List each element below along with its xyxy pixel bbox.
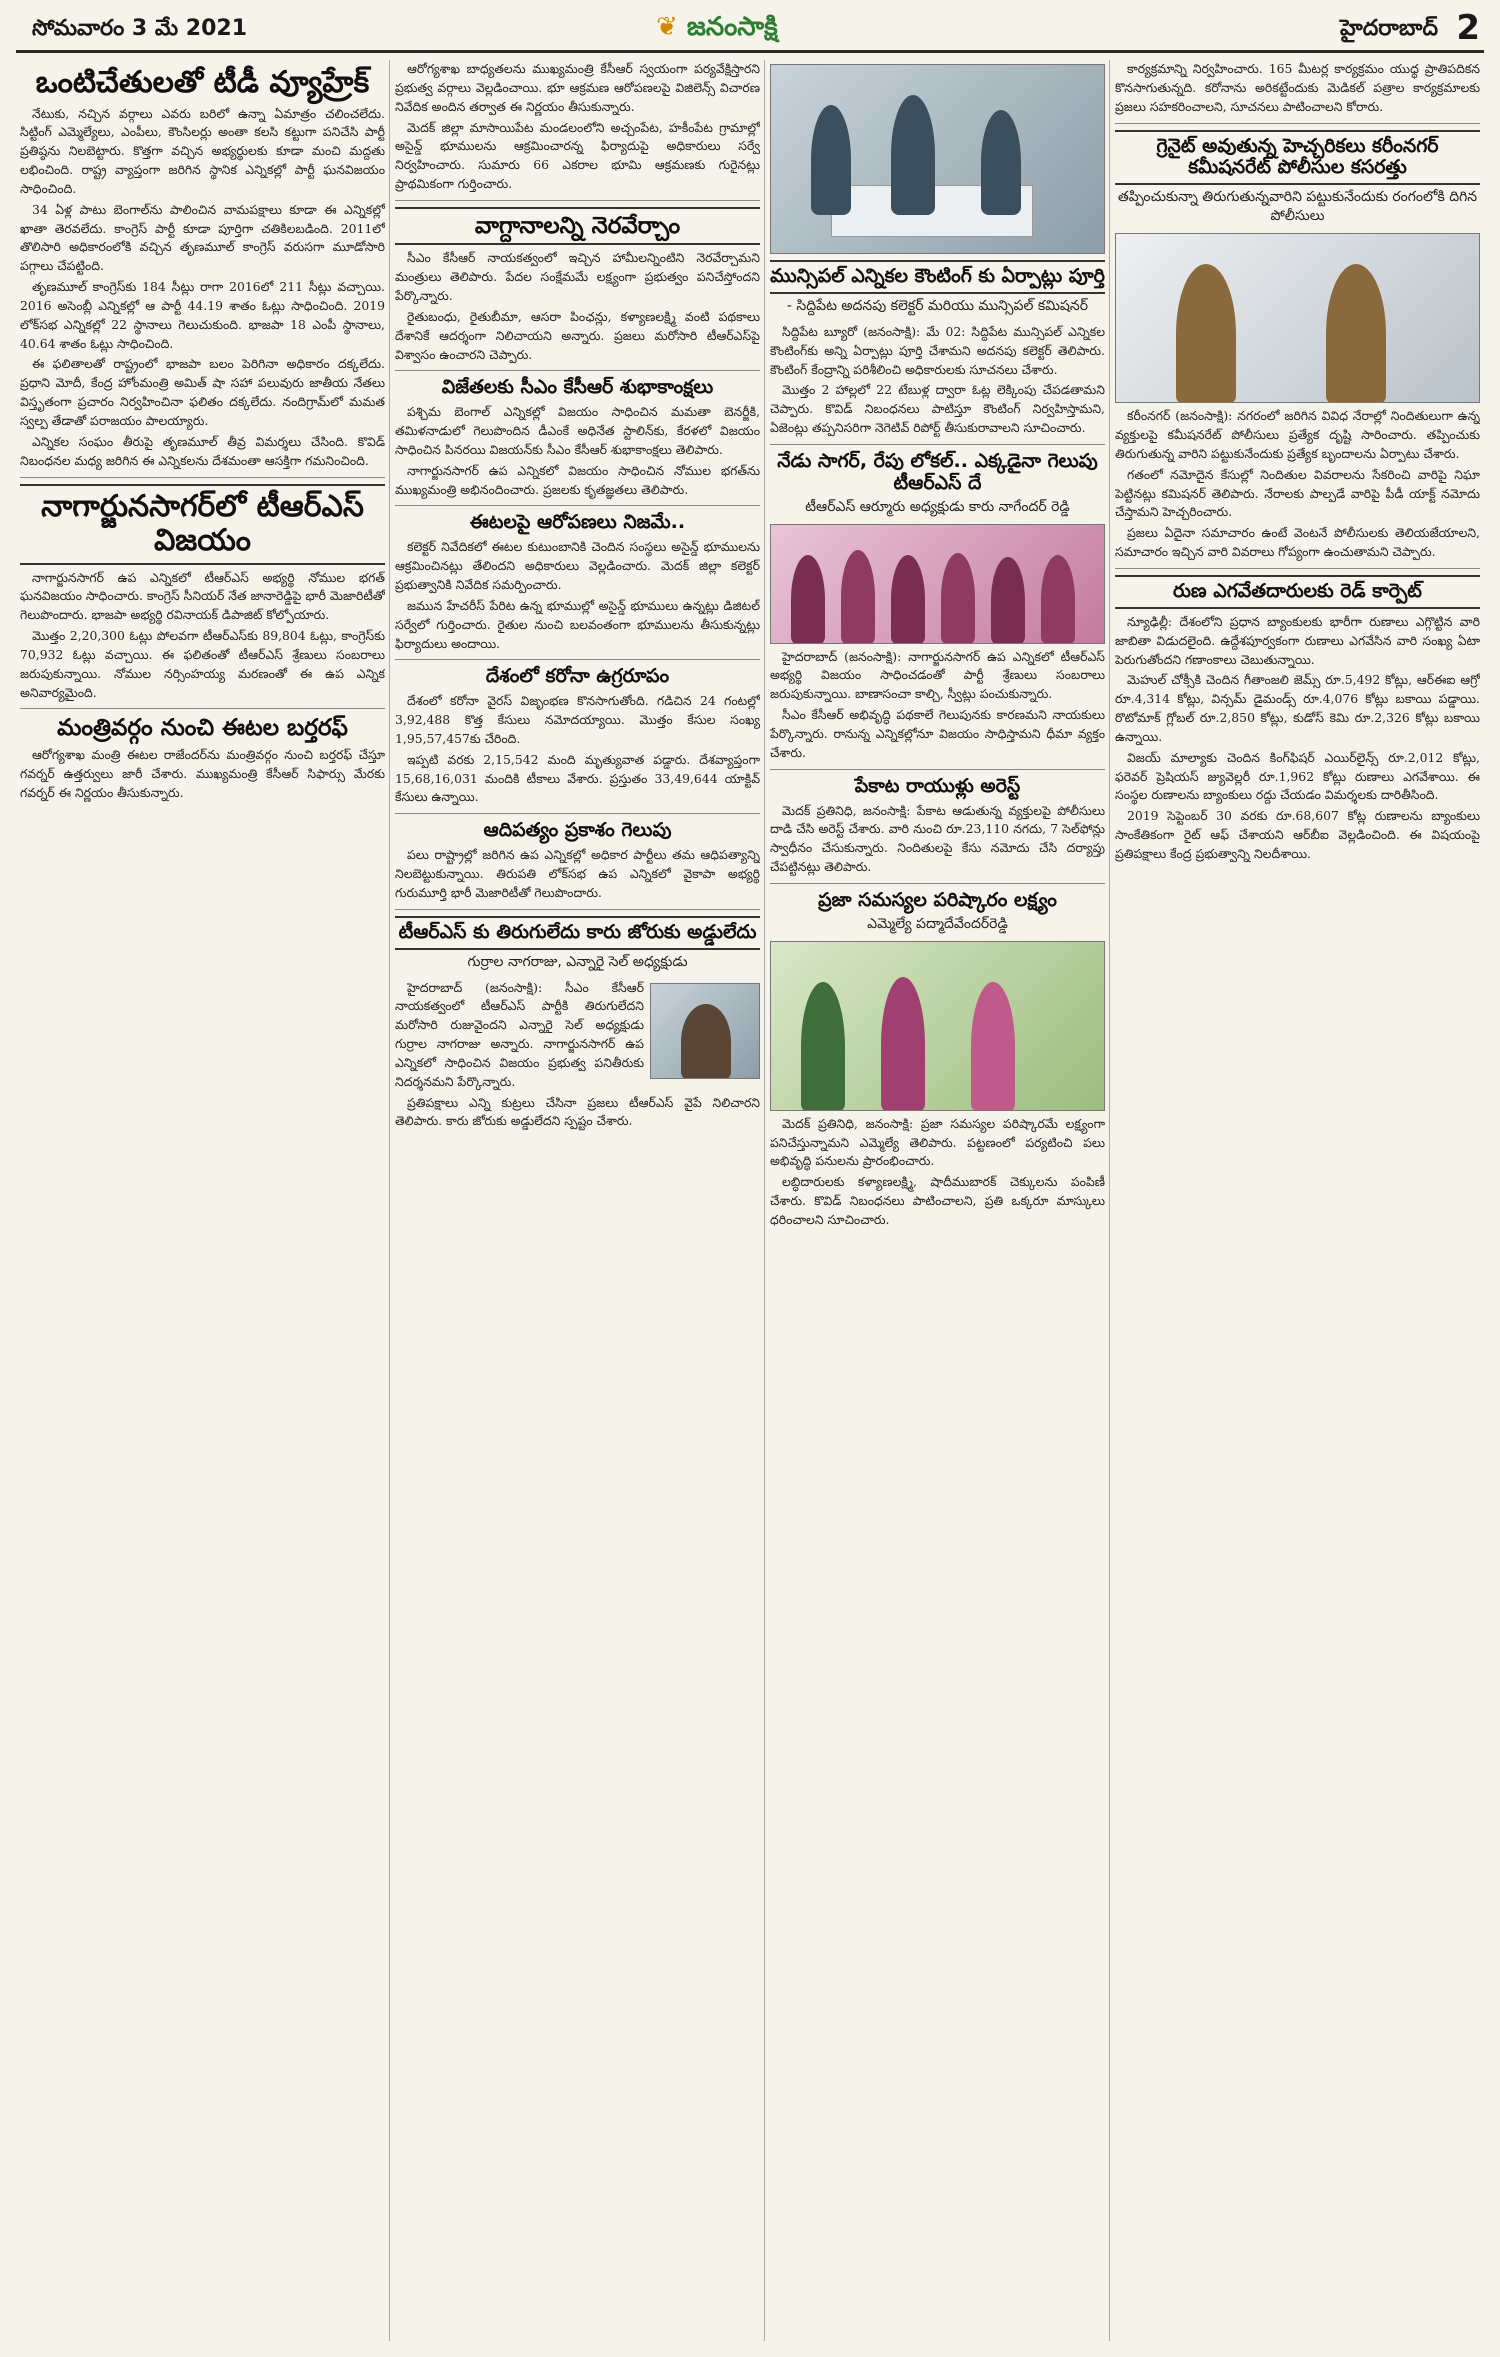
article-title: నేడు సాగర్, రేపు లోకల్.. ఎక్కడైనా గెలుపు టీఆర్‌ఎస్ దే [777,449,1098,494]
person-figure [791,555,825,644]
divider [395,659,760,660]
person-figure [801,982,845,1111]
article-body [770,802,1105,877]
newspaper-logo [656,12,778,48]
article-body [770,1115,1105,1230]
paragraph: తృణమూల్ కాంగ్రెస్‌కు 184 సీట్లు రాగా 2016లో 211 సీట్లు వచ్చాయి. 2016 అసెంబ్లీ ఎన్నికల్లో ఆ పార్టీ 44.19 శాతం ఓట్లు సాధించింది. 2019 లోక్‌సభ ఎన్నికల్లో 22 స్థానాలు గెలుచుకుంది. భాజపా 18 ఎంపీ స్థానాలు, 40.64 శాతం ఓట్లు సాధించింది. [20,279,385,351]
article-title: మంత్రివర్గం నుంచి ఈటల బర్తరఫ్ [57,715,348,742]
divider [395,370,760,371]
paragraph: మొత్తం 2,20,300 ఓట్లు పోలవగా టీఆర్‌ఎస్‌కు 89,804 ఓట్లు, కాంగ్రెస్‌కు 70,932 ఓట్లు వచ్చాయి. ఈ ఫలితంతో టీఆర్‌ఎస్‌ శ్రేణులు సంబరాలు జరుపుకున్నాయి. నోముల నర్సింహయ్య మరణంతో ఈ ఉప ఎన్నిక అనివార్యమైంది. [20,628,385,700]
paragraph: మెదక్ జిల్లా మాసాయిపేట మండలంలోని అచ్చంపేట, హకీంపేట గ్రామాల్లో అసైన్డ్ భూములను ఆక్రమించారన్న ఫిర్యాదుపై అధికారులు సర్వే నిర్వహించారు. సుమారు 66 ఎకరాల భూమి ఆక్రమణకు గురైనట్లు ప్రాథమికంగా గుర్తించారు. [395,119,760,192]
person-figure [811,105,851,215]
divider [1115,123,1480,124]
article-title: మున్సిపల్ ఎన్నికల కౌంటింగ్ కు ఏర్పాట్లు పూర్తి [770,260,1105,294]
person-figure [881,977,925,1111]
paragraph: దేశంలో కరోనా వైరస్ విజృంభణ కొనసాగుతోంది. గడిచిన 24 గంటల్లో 3,92,488 కొత్త కేసులు నమోదయ్యాయి. మొత్తం కేసుల సంఖ్య 1,95,57,457కు చేరింది. [395,693,760,746]
person-figure [891,95,935,215]
divider [20,708,385,709]
paragraph: నాగార్జునసాగర్ ఉప ఎన్నికలో విజయం సాధించిన నోముల భగత్‌ను ముఖ్యమంత్రి అభినందించారు. ప్రజలకు కృతజ్ఞతలు తెలిపారు. [395,462,760,497]
divider [770,444,1105,445]
paragraph: 34 ఏళ్ల పాటు బెంగాల్‌ను పాలించిన వామపక్షాలు కూడా ఈ ఎన్నికల్లో ఖాతా తెరవలేదు. కాంగ్రెస్ పార్టీ కూడా పూర్తిగా చతికిలబడింది. 2011లో తొలిసారి అధికారంలోకి వచ్చిన తృణమూల్ కాంగ్రెస్ వరుసగా మూడోసారి పగ్గాలు చేపట్టింది. [20,201,385,274]
paragraph: సీఎం కేసీఆర్ అభివృద్ధి పథకాలే గెలుపునకు కారణమని నాయకులు పేర్కొన్నారు. రానున్న ఎన్నికల్లోనూ విజయం సాధిస్తామని ధీమా వ్యక్తం చేశారు. [770,707,1105,760]
article-body [20,746,385,803]
column-3 [770,60,1105,2341]
article-title: విజేతలకు సీఎం కేసీఆర్ శుభాకాంక్షలు [441,376,714,399]
article-title: ప్రజా సమస్యల పరిష్కారం లక్ష్యం [818,888,1057,911]
article-title: పేకాట రాయుళ్లు అరెస్ట్ [854,774,1021,797]
portrait-photo [650,983,760,1079]
paragraph: మొత్తం 2 హాల్లలో 22 టేబుళ్ల ద్వారా ఓట్ల లెక్కింపు చేపడతామని చెప్పారు. కొవిడ్ నిబంధనలు పాటిస్తూ కౌంటింగ్ నిర్వహిస్తామని, ఏజెంట్లు తప్పనిసరిగా నెగెటివ్ రిపోర్ట్ తీసుకురావాలని సూచించారు. [770,382,1105,436]
logo-text: జనంసాక్షి [686,12,778,42]
paragraph: లబ్ధిదారులకు కళ్యాణలక్ష్మి, షాదీముబారక్ చెక్కులను పంపిణీ చేశారు. కొవిడ్ నిబంధనలు పాటించాలని, ప్రతి ఒక్కరూ మాస్కులు ధరించాలని సూచించారు. [770,1174,1105,1227]
paragraph: గతంలో నమోదైన కేసుల్లో నిందితుల వివరాలను సేకరించి వారిపై నిఘా పెట్టినట్లు కమిషనర్ తెలిపారు. నేరాలకు పాల్పడే వారిపై పీడీ యాక్ట్ నమోదు చేస్తామని హెచ్చరించారు. [1115,466,1480,520]
article-title: ఒంటిచేతులతో టీడీ వ్యూహ్రేక్ [35,65,370,100]
paragraph: కరీంనగర్ (జనంసాక్షి): నగరంలో జరిగిన వివిధ నేరాల్లో నిందితులుగా ఉన్న వ్యక్తులపై కమీషనరేట్ పోలీసులు ప్రత్యేక దృష్టి సారించారు. తప్పించుకు తిరుగుతున్న వారిని పట్టుకునేందుకు ప్రత్యేక బృందాలను ఏర్పాటు చేశారు. [1115,408,1480,461]
celebration-group-photo [770,524,1105,644]
paragraph: సిద్దిపేట బ్యూరో (జనంసాక్షి): మే 02: సిద్దిపేట మున్సిపల్ ఎన్నికల కౌంటింగ్‌కు అన్ని ఏర్పాట్లు పూర్తి చేశామని అదనపు కలెక్టర్ తెలిపారు. కౌంటింగ్ కేంద్రాన్ని పరిశీలించి అధికారులకు సూచనలు చేశారు. [770,323,1105,377]
paragraph: న్యూఢిల్లీ: దేశంలోని ప్రధాన బ్యాంకులకు భారీగా రుణాలు ఎగ్గొట్టిన వారి జాబితా విడుదలైంది. ఉద్దేశపూర్వకంగా రుణాలు ఎగవేసిన వారి సంఖ్య ఏటా పెరుగుతోందని గణాంకాలు చెబుతున్నాయి. [1115,613,1480,667]
article-body [770,323,1105,438]
article-body [395,249,760,364]
person-figure [941,553,975,644]
subtitle: తప్పించుకున్నా తిరుగుతున్నవారిని పట్టుకునేందుకు రంగంలోకి దిగిన పోలీసులు [1117,189,1478,225]
person-figure [991,557,1025,644]
police-officers-photo [1115,233,1480,403]
article-title: గ్రెనైట్ అవుతున్న హెచ్చరికలు కరీంనగర్ కమీషనరేట్ పోలీసుల కసరత్తు [1115,130,1480,186]
paragraph: మెహుల్ చోక్సీకి చెందిన గీతాంజలి జెమ్స్ రూ.5,492 కోట్లు, ఆర్‌ఈఐ ఆగ్రో రూ.4,314 కోట్లు, విన్సమ్ డైమండ్స్ రూ.4,076 కోట్లు బకాయి పడ్డాయి. రొటోమాక్ గ్లోబల్ రూ.2,850 కోట్లు, కుడోస్ కెమి రూ.2,326 కోట్లు బకాయి ఉన్నాయి. [1115,672,1480,744]
person-figure [1176,264,1236,403]
paragraph: హైదరాబాద్ (జనంసాక్షి): నాగార్జునసాగర్ ఉప ఎన్నికలో టీఆర్‌ఎస్ అభ్యర్థి విజయం సాధించడంతో పార్టీ శ్రేణులు సంబరాలు జరుపుకున్నాయి. బాణాసంచా కాల్చి, స్వీట్లు పంచుకున్నారు. [770,648,1105,702]
person-figure [971,982,1015,1111]
subtitle: - సిద్దిపేట అదనపు కలెక్టర్ మరియు మున్సిపల్ కమిషనర్ [786,297,1089,314]
paragraph: జమున హేచరీస్ పేరిట ఉన్న భూముల్లో అసైన్డ్ భూములు ఉన్నట్లు డిజిటల్ సర్వేలో గుర్తించారు. రైతుల నుంచి బలవంతంగా భూములను తీసుకున్నట్లు ఫిర్యాదులు అందాయి. [395,597,760,651]
person-figure [891,555,925,644]
column-divider [764,60,765,2341]
person-figure [1326,264,1386,403]
person-figure [981,110,1021,215]
divider [770,769,1105,770]
paragraph: ఆరోగ్యశాఖ మంత్రి ఈటల రాజేందర్‌ను మంత్రివర్గం నుంచి బర్తరఫ్ చేస్తూ గవర్నర్ ఉత్తర్వులు జారీ చేశారు. ముఖ్యమంత్రి కేసీఆర్ సిఫార్సు మేరకు గవర్నర్ ఈ నిర్ణయం తీసుకున్నారు. [20,746,385,800]
paragraph: ఈ ఫలితాలతో రాష్ట్రంలో భాజపా బలం పెరిగినా అధికారం దక్కలేదు. ప్రధాని మోదీ, కేంద్ర హోంమంత్రి అమిత్‌ షా సహా పలువురు జాతీయ నేతలు విస్తృతంగా ప్రచారం నిర్వహించినా ఫలితం దక్కలేదు. నందిగ్రామ్‌లో మమత స్వల్ప తేడాతో పరాజయం పాలయ్యారు. [20,356,385,428]
subtitle: టీఆర్‌ఎస్ ఆర్మూరు అధ్యక్షుడు కారు నాగేందర్ రెడ్డి [805,498,1070,515]
paragraph: నాగార్జునసాగర్ ఉప ఎన్నికలో టీఆర్‌ఎస్‌ అభ్యర్థి నోముల భగత్ ఘనవిజయం సాధించారు. కాంగ్రెస్ సీనియర్ నేత జానారెడ్డిపై భారీ మెజారిటీతో గెలుపొందారు. భాజపా అభ్యర్థి రవినాయక్ డిపాజిట్ కోల్పోయారు. [20,569,385,623]
byline: గుర్రాల నాగరాజు, ఎన్నారై సెల్ అధ్యక్షుడు [467,953,688,970]
column-divider [389,60,390,2341]
paragraph: పశ్చిమ బెంగాల్ ఎన్నికల్లో విజయం సాధించిన మమతా బెనర్జీకి, తమిళనాడులో గెలుపొందిన డీఎంకే అధినేత స్టాలిన్‌కు, కేరళలో విజయం సాధించిన పినరయి విజయన్‌కు సీఎం కేసీఆర్ శుభాకాంక్షలు తెలిపారు. [395,404,760,457]
article-body [1115,613,1480,864]
article-title: దేశంలో కరోనా ఉగ్రరూపం [485,665,670,688]
issue-date: సోమవారం 3 మే 2021 [32,16,248,41]
article-body [770,648,1105,763]
page-number: 2 [1456,8,1480,48]
paragraph: రైతుబంధు, రైతుబీమా, ఆసరా పింఛన్లు, కళ్యాణలక్ష్మి వంటి పథకాలు దేశానికే ఆదర్శంగా నిలిచాయని అన్నారు. ప్రజలు మరోసారి టీఆర్‌ఎస్‌పై విశ్వాసం ఉంచారని చెప్పారు. [395,308,760,362]
divider [1115,568,1480,569]
paragraph: ఆరోగ్యశాఖ బాధ్యతలను ముఖ్యమంత్రి కేసీఆర్ స్వయంగా పర్యవేక్షిస్తారని ప్రభుత్వ వర్గాలు వెల్లడించాయి. భూ ఆక్రమణ ఆరోపణలపై విజిలెన్స్ విచారణ నివేదిక అందిన తర్వాత ఈ నిర్ణయం తీసుకున్నారు. [395,61,760,114]
article-body [395,846,760,903]
article-title: టీఆర్‌ఎస్ కు తిరుగులేదు కారు జోరుకు అడ్డులేదు [395,916,760,950]
divider [395,200,760,201]
divider [395,813,760,814]
article-title: రుణ ఎగవేతదారులకు రెడ్ కార్పెట్ [1115,575,1480,609]
paragraph: 2019 సెప్టెంబర్ 30 వరకు రూ.68,607 కోట్ల రుణాలను బ్యాంకులు సాంకేతికంగా రైట్ ఆఫ్ చేశాయని ఆర్‌బీఐ వెల్లడించింది. ఈ విషయంపై ప్రతిపక్షాలు కేంద్ర ప్రభుత్వాన్ని నిలదీశాయి. [1115,808,1480,861]
column-2 [395,60,760,2341]
article-body [395,403,760,499]
article-title: ఈటలపై ఆరోపణలు నిజమే.. [469,511,686,534]
paragraph: మెదక్ ప్రతినిధి, జనంసాక్షి: ప్రజా సమస్యల పరిష్కారమే లక్ష్యంగా పనిచేస్తున్నామని ఎమ్మెల్యే తెలిపారు. పట్టణంలో పర్యటించి పలు అభివృద్ధి పనులను ప్రారంభించారు. [770,1115,1105,1169]
leaf-icon: ❦ [656,12,678,42]
paragraph: హైదరాబాద్ (జనంసాక్షి): సీఎం కేసీఆర్ నాయకత్వంలో టీఆర్‌ఎస్ పార్టీకి తిరుగులేదని మరోసారి రుజువైందని ఎన్నారై సెల్ అధ్యక్షుడు గుర్రాల నాగరాజు అన్నారు. నాగార్జునసాగర్ ఉప ఎన్నికలో సాధించిన విజయం ప్రభుత్వ పనితీరుకు నిదర్శనమని పేర్కొన్నారు. [395,979,644,1089]
article-body [20,569,385,703]
divider [20,477,385,478]
article-title: ఆదిపత్యం ప్రకాశం గెలుపు [483,819,672,842]
article-body [1115,60,1480,117]
article-body [395,60,760,194]
masthead [16,10,1484,53]
cheque-distribution-photo [770,941,1105,1111]
meeting-room-photo [770,64,1105,254]
paragraph: మెదక్ ప్రతినిధి, జనంసాక్షి: పేకాట ఆడుతున్న వ్యక్తులపై పోలీసులు దాడి చేసి అరెస్ట్ చేశారు. వారి నుంచి రూ.23,110 నగదు, 7 సెల్‌ఫోన్లు స్వాధీనం చేసుకున్నారు. నిందితులపై కేసు నమోదు చేసి దర్యాప్తు చేపట్టినట్లు తెలిపారు. [770,802,1105,875]
subtitle: ఎమ్మెల్యే పద్మాదేవేందర్‌రెడ్డి [867,915,1008,932]
article-body [395,692,760,807]
article-body [1115,407,1480,562]
paragraph: ఇప్పటి వరకు 2,15,542 మంది మృత్యువాత పడ్డారు. దేశవ్యాప్తంగా 15,68,16,031 మందికి టీకాలు వేశారు. ప్రస్తుతం 33,49,644 యాక్టివ్ కేసులు ఉన్నాయి. [395,751,760,805]
divider [770,883,1105,884]
person-figure [681,1004,731,1079]
paragraph: విజయ్ మాల్యాకు చెందిన కింగ్‌ఫిషర్ ఎయిర్‌లైన్స్ రూ.2,012 కోట్లు, ఫరెవర్ ప్రెషియస్ జ్యువెల్లరీ రూ.1,962 కోట్లు రుణాలు ఎగవేశాయి. ఈ సంస్థల రుణాలను బ్యాంకులు రద్దు చేయడం విమర్శలకు దారితీసింది. [1115,749,1480,803]
paragraph: ప్రజలు ఏదైనా సమాచారం ఉంటే వెంటనే పోలీసులకు తెలియజేయాలని, సమాచారం ఇచ్చిన వారి వివరాలు గోప్యంగా ఉంచుతామని చెప్పారు. [1115,525,1480,560]
paragraph: పలు రాష్ట్రాల్లో జరిగిన ఉప ఎన్నికల్లో అధికార పార్టీలు తమ ఆధిపత్యాన్ని నిలబెట్టుకున్నాయి. తిరుపతి లోక్‌సభ ఉప ఎన్నికలో వైకాపా అభ్యర్థి గురుమూర్తి భారీ మెజారిటీతో గెలుపొందారు. [395,847,760,900]
paragraph: కార్యక్రమాన్ని నిర్వహించారు. 165 మీటర్ల కార్యక్రమం యుధ్ధ ప్రాతిపదికన కొనసాగుతున్నది. కరోనాను అరికట్టేందుకు మెడికల్ పత్రాల కార్యక్రమాలకు ప్రజలు సహకరించాలని, సూచనలు పాటించాలని కోరారు. [1115,61,1480,114]
paragraph: సీఎం కేసీఆర్ నాయకత్వంలో ఇచ్చిన హామీలన్నింటిని నెరవేర్చామని మంత్రులు తెలిపారు. పేదల సంక్షేమమే లక్ష్యంగా ప్రభుత్వం పనిచేస్తోందని పేర్కొన్నారు. [395,250,760,304]
article-title: వాగ్దానాలన్ని నెరవేర్చాం [395,207,760,245]
column-1 [20,60,385,2341]
person-figure [841,550,875,644]
paragraph: కలెక్టర్ నివేదికలో ఈటల కుటుంబానికి చెందిన సంస్థలు అసైన్డ్ భూములను ఆక్రమించినట్లు తేలిందని అధికారులు వెల్లడించారు. మెదక్ జిల్లా కలెక్టర్ ప్రభుత్వానికి నివేదిక సమర్పించారు. [395,539,760,592]
article-body [395,538,760,653]
divider [395,505,760,506]
paragraph: ప్రతిపక్షాలు ఎన్ని కుట్రలు చేసినా ప్రజలు టీఆర్‌ఎస్ వైపే నిలిచారని తెలిపారు. కారు జోరుకు అడ్డులేదని స్పష్టం చేశారు. [395,1094,760,1129]
article-title: నాగార్జునసాగర్‌లో టీఆర్‌ఎస్‌ విజయం [20,484,385,565]
article-body [20,105,385,471]
edition-city: హైదరాబాద్ [1340,16,1438,41]
column-4 [1115,60,1480,2341]
paragraph: నేటుకు, నచ్చిన వర్గాలు ఎవరు బరిలో ఉన్నా ఏమాత్రం చలించలేదు. సిట్టింగ్ ఎమ్మెల్యేలు, ఎంపీలు, కౌంసిలర్లు అంతా కలసి కట్టుగా పనిచేసి పార్టీ ప్రతిష్ఠను నిలబెట్టారు. కొత్తగా వచ్చిన అభ్యర్థులకు కూడా మంచి మద్దతు లభించింది. రాష్ట్ర వ్యాప్తంగా జరిగిన స్థానిక ఎన్నికల్లో పార్టీ ఘనవిజయం సాధించింది. [20,105,385,196]
person-figure [1041,555,1075,644]
column-divider [1109,60,1110,2341]
paragraph: ఎన్నికల సంఘం తీరుపై తృణమూల్ తీవ్ర విమర్శలు చేసింది. కొవిడ్ నిబంధనల మధ్య జరిగిన ఈ ఎన్నికలను దేశమంతా ఆసక్తిగా గమనించింది. [20,433,385,468]
divider [395,909,760,910]
